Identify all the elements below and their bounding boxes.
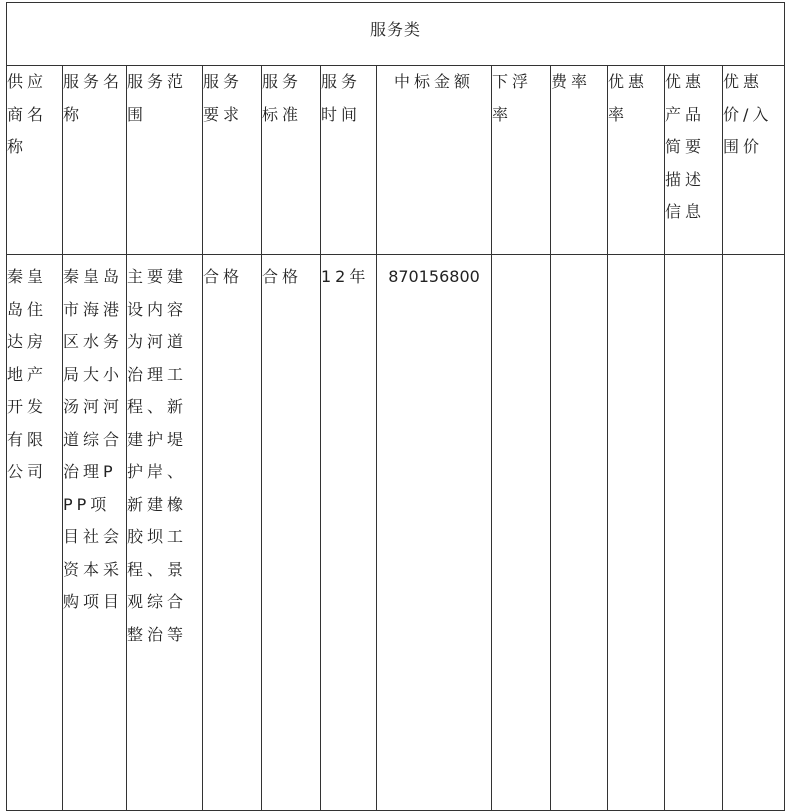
header-label: 优惠价/入围价 [723, 72, 773, 156]
header-label: 服务要求 [203, 72, 244, 124]
header-fee-rate [551, 66, 608, 255]
service-name: 秦皇岛市海港区水务局大小汤河河道综合治理PPP项目社会资本采购项目 [63, 267, 124, 611]
winning-amount: 870156800 [388, 267, 480, 286]
header-label: 服务范围 [127, 72, 188, 124]
header-discount-rate [492, 66, 551, 255]
cell-fee-rate [551, 255, 608, 811]
header-label: 供应商名称 [7, 72, 48, 156]
header-winning-amount [377, 66, 492, 255]
cell-preferential-rate [608, 255, 665, 811]
service-standard: 合格 [262, 267, 303, 286]
category-title: 服务类 [370, 20, 422, 39]
header-preferential-rate [608, 66, 665, 255]
cell-preferential-desc [665, 255, 723, 811]
cell-discount-rate [492, 255, 551, 811]
cell-preferential-price [723, 255, 785, 811]
header-service-name [63, 66, 127, 255]
cell-service-scope [127, 255, 203, 811]
header-supplier [7, 66, 63, 255]
cell-service-time [321, 255, 377, 811]
service-scope: 主要建设内容为河道治理工程、新建护堤护岸、新建橡胶坝工程、景观综合整治等 [127, 267, 188, 644]
header-label: 优惠产品简要描述信息 [665, 72, 706, 221]
header-service-time [321, 66, 377, 255]
cell-service-name [63, 255, 127, 811]
header-service-requirement [203, 66, 262, 255]
supplier-name: 秦皇岛住达房地产开发有限公司 [7, 267, 48, 481]
header-service-standard [262, 66, 321, 255]
header-preferential-desc [665, 66, 723, 255]
cell-winning-amount [377, 255, 492, 811]
service-time: 12年 [321, 267, 370, 286]
header-label: 费率 [551, 72, 592, 91]
header-label: 中标金额 [393, 72, 474, 91]
cell-service-requirement [203, 255, 262, 811]
category-title-cell [7, 3, 785, 66]
header-label: 优惠率 [608, 72, 649, 124]
table-row [7, 255, 785, 811]
header-service-scope [127, 66, 203, 255]
cell-supplier [7, 255, 63, 811]
header-label: 服务标准 [262, 72, 303, 124]
service-table [6, 2, 785, 811]
header-label: 下浮率 [492, 72, 533, 124]
header-preferential-price [723, 66, 785, 255]
header-label: 服务名称 [63, 72, 124, 124]
header-label: 服务时间 [321, 72, 362, 124]
cell-service-standard [262, 255, 321, 811]
service-requirement: 合格 [203, 267, 244, 286]
